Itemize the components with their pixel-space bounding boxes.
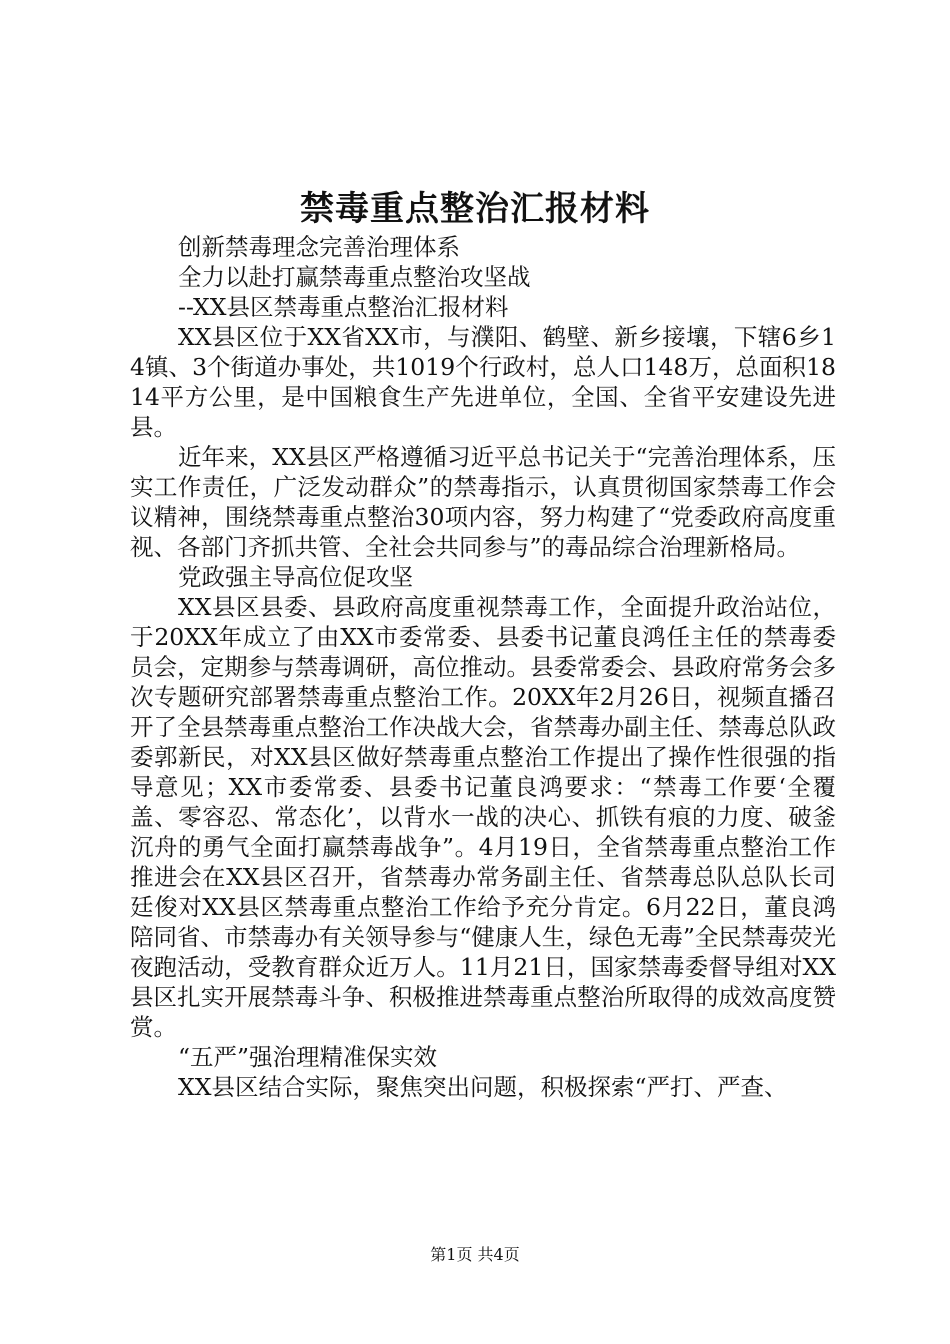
section-heading-five-strict: “五严”强治理精准保实效 — [178, 1043, 438, 1071]
subtitle-line-1: 创新禁毒理念完善治理体系 — [178, 233, 460, 261]
subtitle-line-2: 全力以赴打赢禁毒重点整治攻坚战 — [178, 263, 531, 291]
section-heading-leadership: 党政强主导高位促攻坚 — [178, 563, 413, 591]
paragraph-intro: XX县区位于XX省XX市，与濮阳、鹤壁、新乡接壤，下辖6乡14镇、3个街道办事处，共1019个行政村，总人口148万，总面积1814平方公里，是中国粮食生产先进单位，全国、全省平安建设先进县。 — [130, 323, 836, 441]
subtitle-line-3: --XX县区禁毒重点整治汇报材料 — [178, 293, 509, 321]
document-body — [130, 232, 836, 1102]
paragraph-leadership: XX县区县委、县政府高度重视禁毒工作，全面提升政治站位，于20XX年成立了由XX市委常委、县委书记董良鸿任主任的禁毒委员会，定期参与禁毒调研，高位推动。县委常委会、县政府常务会多次专题研究部署禁毒重点整治工作。20XX年2月26日，视频直播召开了全县禁毒重点整治工作决战大会，省禁毒办副主任、禁毒总队政委郭新民，对XX县区做好禁毒重点整治工作提出了操作性很强的指导意见；XX市委常委、县委书记董良鸿要求：“禁毒工作要‘全覆盖、零容忍、常态化’，以背水一战的决心、抓铁有痕的力度、破釜沉舟的勇气全面打赢禁毒战争”。4月19日，全省禁毒重点整治工作推进会在XX县区召开，省禁毒办常务副主任、省禁毒总队总队长司廷俊对XX县区禁毒重点整治工作给予充分肯定。6月22日，董良鸿陪同省、市禁毒办有关领导参与“健康人生，绿色无毒”全民禁毒荧光夜跑活动，受教育群众近万人。11月21日，国家禁毒委督导组对XX县区扎实开展禁毒斗争、积极推进禁毒重点整治所取得的成效高度赞赏。 — [130, 593, 836, 1041]
paragraph-overview: 近年来，XX县区严格遵循习近平总书记关于“完善治理体系，压实工作责任，广泛发动群众”的禁毒指示，认真贯彻国家禁毒工作会议精神，围绕禁毒重点整治30项内容，努力构建了“党委政府高度重视、各部门齐抓共管、全社会共同参与”的毒品综合治理新格局。 — [130, 443, 836, 561]
paragraph-five-strict: XX县区结合实际，聚焦突出问题，积极探索“严打、严查、 — [178, 1073, 788, 1101]
page-number-footer: 第1页 共4页 — [430, 1245, 520, 1264]
document-title: 禁毒重点整治汇报材料 — [300, 189, 650, 229]
